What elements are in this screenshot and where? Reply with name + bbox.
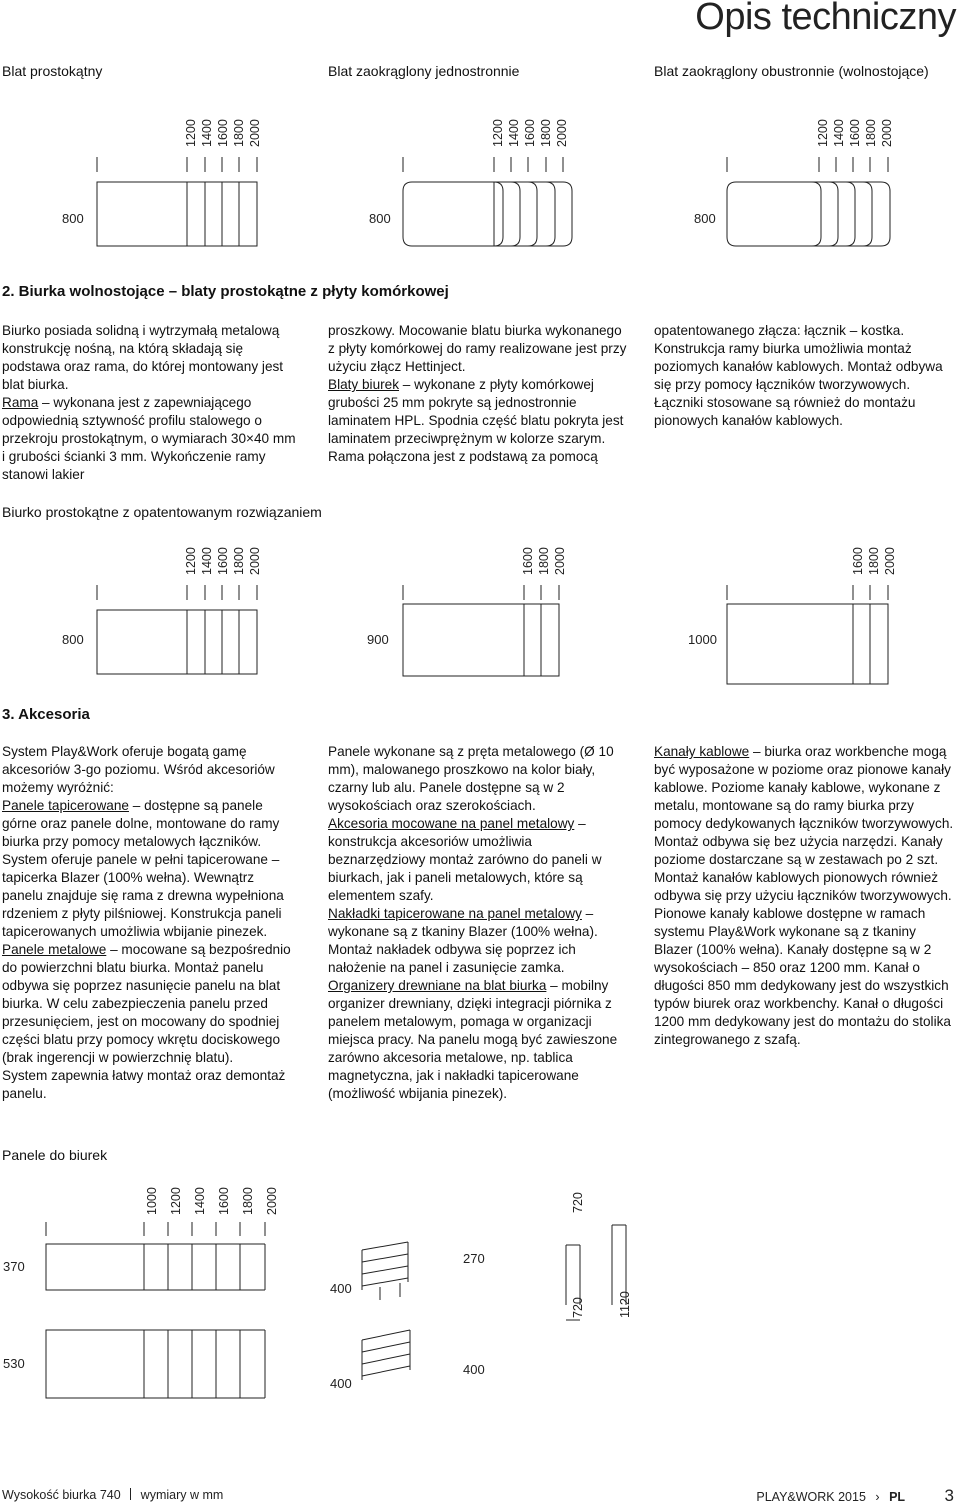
label-rectangular-top: Blat prostokątny [2,63,103,79]
section-3-col-1: System Play&Work oferuje bogatą gamę akcesoriów 3-go poziomu. Wśród akcesoriów możemy wyróżnić: Panele tapicerowane – dostępne są panele górne oraz panele dolne, montowane do ramy biurka przy pomocy metalowych łączników. System oferuje panele w pełni tapicerowane – tapicerka Blazer (100% wełna). Wewnątrz panelu znajduje się rama z drewna wypełniona rdzeniem z płyty pilśniowej. Konstrukcja paneli tapicerowanych umożliwia wbijanie pinezek. Panele metalowe – mocowane są bezpośrednio do powierzchni blatu biurka. Montaż panelu odbywa się poprzez nasunięcie panelu na blat biurka. W celu zabezpieczenia panelu przed przesunięciem, jest on mocowany do spodniej części blatu przy pomocy wkrętu dociskowego (brak ingerencji w powierzchnię blatu). System zapewnia łatwy montaż oraz demontaż panelu. [2,744,291,1101]
section-2-col-1: Biurko posiada solidną i wytrzymałą metalową konstrukcję nośną, na którą składają się podstawa oraz rama, do której montowany jest blat biurka. Rama – wykonana jest z zapewniającego odpowiednią sztywność profilu stalowego o przekroju prostokątnym, o wymiarach 30×40 mm i grubości ścianki 3 mm. Wykończenie ramy stanowi lakier [2,323,296,482]
patent-lengths-1: 1200 1400 1600 1800 2000 [184,547,262,575]
patent-depth-900: 900 [367,632,389,647]
link-nakladki: Nakładki tapicerowane na panel metalowy [328,906,582,921]
depth-label-3: 800 [694,211,716,226]
patent-lengths-2: 1600 1800 2000 [521,547,567,575]
panel-dim-400-b: 400 [330,1376,352,1391]
link-blaty-biurek: Blaty biurek [328,377,400,392]
footer-left: Wysokość biurka 740 wymiary w mm [2,1488,224,1502]
section-2-col-3: opatentowanego złącza: łącznik – kostka. Konstrukcja ramy biurka umożliwia montaż poziomych kanałów kablowych. Montaż odbywa się przy pomocy łączników tworzywowych. Łączniki stosowane są również do montażu pionowych kanałów kablowych. [654,323,943,428]
panel-dim-400-a: 400 [330,1281,352,1296]
label-patent-desk: Biurko prostokątne z opatentowanym rozwiązaniem [2,504,322,520]
link-akcesoria: Akcesoria mocowane na panel metalowy [328,816,575,831]
patent-depth-800: 800 [62,632,84,647]
depth-label-1: 800 [62,211,84,226]
label-one-side-rounded-top: Blat zaokrąglony jednostronnie [328,63,520,79]
lengths-group-1: 1200 1400 1600 1800 2000 [184,119,262,147]
panel-dim-530: 530 [3,1356,25,1371]
label-both-sides-rounded-top: Blat zaokrąglony obustronnie (wolnostojące) [654,63,929,79]
section-2-col-2: proszkowy. Mocowanie blatu biurka wykonanego z płyty komórkowej do ramy realizowane jest przy użyciu złącz Hettinject. Blaty biurek – wykonane z płyty komórkowej grubości 25 mm pokryte są jednostronnie laminatem HPL. Spodnia część blatu pokryta jest laminatem przeciwprężnym w kolorze szarym. Rama połączona jest z podstawą za pomocą [328,323,627,464]
panel-widths: 1000 1200 1400 1600 1800 2000 [145,1187,279,1215]
panel-dim-400-c: 400 [463,1362,485,1377]
link-panele-metalowe: Panele metalowe [2,942,107,957]
label-panels: Panele do biurek [2,1147,108,1163]
footer-divider [130,1488,131,1500]
section-3-heading: 3. Akcesoria [2,706,90,723]
panel-dim-1120: 1120 [618,1291,632,1318]
link-panele-tapicerowane: Panele tapicerowane [2,798,129,813]
link-organizery: Organizery drewniane na blat biurka [328,978,547,993]
depth-label-2: 800 [369,211,391,226]
section-3-col-2: Panele wykonane są z pręta metalowego (Ø 10 mm), malowanego proszkowo na kolor biały, czarny lub alu. Panele dostępne są w 2 wysokościach oraz szerokościach. Akcesoria mocowane na panel metalowy – konstrukcja akcesoriów umożliwia beznarzędziowy montaż zarówno do paneli w biurkach, jak i paneli metalowych, które są elementem szafy. Nakładki tapicerowane na panel metalowy – wykonane są z tkaniny Blazer (100% wełna). Montaż nakładek odbywa się poprzez ich nałożenie na panel i zasunięcie zamka. Organizery drewniane na blat biurka – mobilny organizer drewniany, dzięki integracji piórnika z panelem metalowym, pomaga w organizacji miejsca pracy. Na panelu mogą być zawieszone zarówno akcesoria metalowe, np. tablica magnetyczna, jak i nakładki tapicerowane (możliwość wbijania pinezek). [328,744,618,1101]
footer-right: PLAY&WORK 2015 › PL 3 [756,1486,954,1505]
patent-lengths-3: 1600 1800 2000 [851,547,897,575]
lengths-group-2: 1200 1400 1600 1800 2000 [491,119,569,147]
section-3-col-3: Kanały kablowe – biurka oraz workbenche mogą być wyposażone w poziome oraz pionowe kanały kablowe. Poziome kanały kablowe, wykonane z metalu, montowane są do ramy biurka przy pomocy dedykowanych łączników tworzywowych. Montaż odbywa się bez użycia narzędzi. Kanały poziome dostarczane są w zestawach po 2 szt. Montaż kanałów kablowych pionowych również odbywa się przy użyciu łączników tworzywowych. Pionowe kanały kablowe dostępne w ramach systemu Play&Work wykonane są z tkaniny Blazer (100% wełna). Kanały dostępne są w 2 wysokościach – 850 oraz 1200 mm. Kanał o długości 850 mm dedykowany jest do wszystkich typów biurek oraz workbenchy. Kanał o długości 1200 mm dedykowany jest do montażu do stolika zintegrowanego z szafą. [654,744,954,1047]
panel-dim-270: 270 [463,1251,485,1266]
section-2-heading: 2. Biurka wolnostojące – blaty prostokątne z płyty komórkowej [2,283,449,300]
patent-depth-1000: 1000 [688,632,717,647]
panel-dim-720-top: 720 [571,1192,585,1213]
panel-dim-370: 370 [3,1259,25,1274]
page-title: Opis techniczny [695,0,956,38]
link-rama: Rama [2,395,39,410]
lengths-group-3: 1200 1400 1600 1800 2000 [816,119,894,147]
link-kanaly-kablowe: Kanały kablowe [654,744,750,759]
footer-arrow-icon: › [875,1490,880,1504]
panel-dim-720: 720 [571,1297,585,1318]
